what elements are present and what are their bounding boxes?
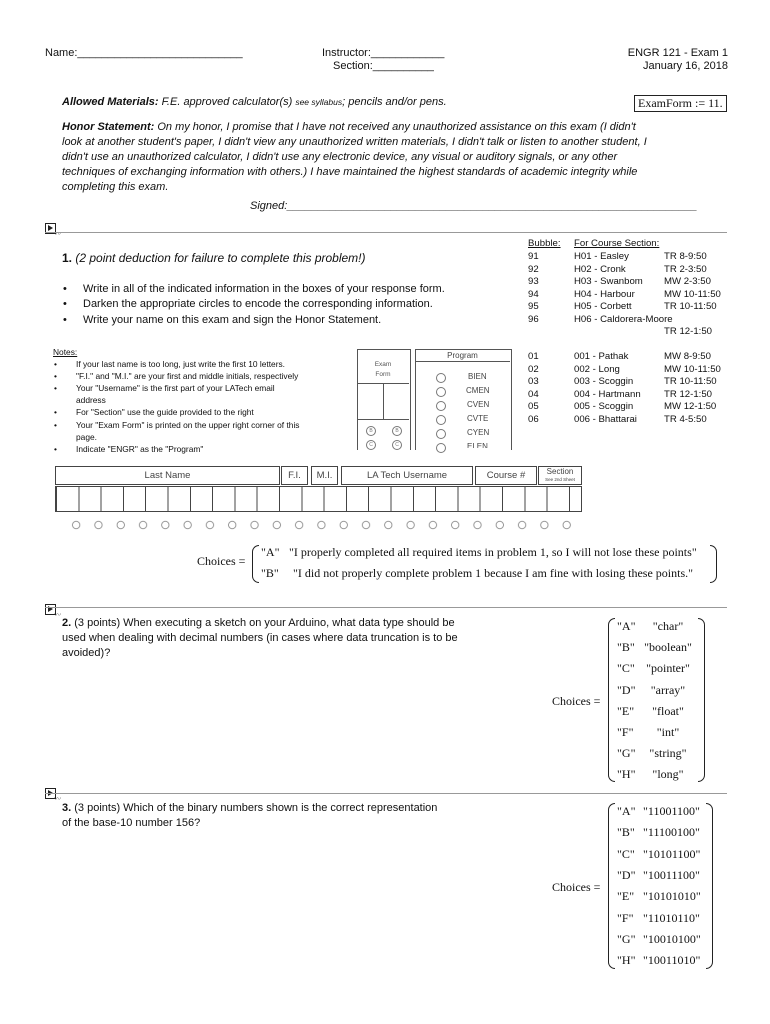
- q3-choice-key: "D": [617, 867, 636, 882]
- section-time: TR 8-9:50: [664, 251, 707, 262]
- q1-paren-right: [710, 545, 717, 583]
- q1-choice-text: "I did not properly complete problem 1 because I am fine with losing these points.": [293, 566, 694, 580]
- q3-prompt: [62, 801, 437, 831]
- q3-choice-key: "G": [617, 931, 636, 946]
- section-name: 003 - Scoggin: [574, 376, 634, 388]
- q3-choice-key: "C": [617, 846, 635, 861]
- name-field: Name:___________________________: [45, 47, 243, 59]
- section-bubble-number: 02: [528, 363, 539, 375]
- section-bubble-number: 03: [528, 376, 539, 388]
- note-item: • If your last name is too long, just write the first 10 letters.: [76, 359, 285, 369]
- section-bubble-number: 91: [528, 251, 539, 262]
- program-bubble[interactable]: [436, 443, 446, 453]
- q3-choice-key: "B": [617, 825, 635, 840]
- q2-choice-value: "char": [652, 619, 684, 633]
- exam-form-label: [357, 360, 409, 380]
- program-option: CYEN: [467, 428, 490, 437]
- exam-form-box: ExamForm := 11.: [634, 95, 727, 112]
- section-time: MW 12-1:50: [664, 401, 717, 413]
- exam-form-label-2: Form: [375, 371, 391, 378]
- q2-choice-value: "boolean": [644, 640, 692, 655]
- program-option: CVEN: [467, 400, 490, 409]
- q1-number: 1.: [62, 251, 73, 265]
- q2-number: 2.: [62, 617, 72, 629]
- allowed-label: Allowed Materials:: [62, 96, 159, 108]
- bubble-row-a: [65, 520, 580, 530]
- section-time: TR 4-5:50: [664, 414, 707, 425]
- q2-line-1: [62, 616, 458, 631]
- section-bubble-number: 04: [528, 388, 539, 400]
- section-name: H03 - Swanbom: [574, 276, 643, 288]
- section-header: [538, 466, 582, 485]
- q3-paren-left: [608, 803, 615, 969]
- exam-form-divider-v: [383, 383, 384, 419]
- note-item: • For "Section" use the guide provided to the right: [76, 407, 254, 417]
- q2-choice-key: "D": [617, 682, 636, 697]
- section-bubble-number: 06: [528, 414, 539, 425]
- section-time: MW 8-9:50: [664, 351, 711, 362]
- section-bubble-number: 96: [528, 314, 539, 325]
- program-bubble[interactable]: [436, 387, 446, 397]
- q3-paren-right: [706, 803, 713, 969]
- q1-paren-left: [252, 545, 259, 583]
- q2-paren-left: [608, 618, 615, 782]
- entry-boxes[interactable]: [55, 486, 582, 512]
- q3-line-1-text: (3 points) Which of the binary numbers shown is the correct representation: [74, 802, 438, 814]
- q3-line-2: of the base-10 number 156?: [62, 817, 201, 829]
- q3-choice-value: "10101010": [643, 889, 701, 904]
- section-bubble-number: 93: [528, 276, 539, 288]
- section-time: MW 10-11:50: [664, 288, 721, 300]
- q3-choice-value: "11010110": [643, 910, 700, 925]
- q2-choice-key: "E": [617, 703, 635, 718]
- program-bubble[interactable]: [436, 415, 446, 425]
- bubble-circle[interactable]: C: [392, 440, 402, 450]
- q3-choice-value: "10010100": [643, 931, 701, 946]
- program-bubble[interactable]: [436, 373, 446, 383]
- q2-prompt: [62, 616, 458, 661]
- section-name: 002 - Long: [574, 363, 620, 375]
- allowed-materials: [62, 96, 447, 108]
- q3-choice-value: "11001100": [643, 804, 700, 818]
- q2-choice-value: "array": [650, 682, 686, 697]
- q2-choice-key: "A": [617, 619, 636, 633]
- q2-choice-value: "pointer": [646, 661, 690, 676]
- q1-choice-key: "B": [261, 566, 279, 580]
- q3-choice-value: "10011100": [643, 867, 700, 882]
- response-form-strip: [55, 466, 583, 530]
- last-name-header: Last Name: [55, 466, 280, 485]
- section-time: MW 2-3:50: [664, 276, 711, 288]
- q2-choice-value: "int": [656, 725, 680, 739]
- honor-statement: [62, 120, 742, 195]
- q3-choice-value: "10101100": [643, 846, 701, 861]
- section-bubble-number: 94: [528, 288, 539, 300]
- q1-bullet-2: • Darken the appropriate circles to encode the corresponding information.: [83, 298, 433, 310]
- divider-q2: [45, 607, 727, 608]
- section-bubble-number: 05: [528, 401, 539, 413]
- q2-line-3: avoided)?: [62, 647, 111, 659]
- q1-choice-key: "A": [261, 545, 280, 559]
- program-bubble[interactable]: [436, 429, 446, 439]
- q1-choice-text: "I properly completed all required items in problem 1, so I will not lose these points": [289, 545, 697, 559]
- honor-line-5: completing this exam.: [62, 181, 169, 193]
- program-option: BIEN: [468, 372, 487, 381]
- q1-prompt: [62, 251, 366, 265]
- allowed-small: see syllabus: [295, 97, 343, 107]
- q3-choice-key: "F": [617, 910, 634, 925]
- bubble-circle[interactable]: C: [366, 440, 376, 450]
- q3-choice-value: "10011010": [643, 953, 701, 968]
- section-bubble-number: 95: [528, 301, 539, 313]
- program-label: Program: [415, 351, 510, 362]
- section-time: TR 10-11:50: [664, 376, 717, 388]
- honor-label: Honor Statement:: [62, 121, 155, 133]
- course-header: Course #: [475, 466, 537, 485]
- exam-form-divider-2: [357, 419, 409, 420]
- program-option: CVTE: [467, 414, 489, 423]
- section-name: H04 - Harbour: [574, 288, 635, 300]
- section-header-label: Section: [546, 467, 574, 476]
- section-name: H05 - Corbett: [574, 301, 632, 313]
- q2-choice-key: "F": [617, 725, 634, 739]
- section-time: MW 10-11:50: [664, 363, 721, 375]
- program-option: ELEN: [467, 442, 488, 448]
- q3-number: 3.: [62, 802, 72, 814]
- note-item: • Your "Exam Form" is printed on the upper right corner of this: [76, 420, 300, 430]
- section-time: TR 10-11:50: [664, 301, 717, 313]
- q1-choices-label: Choices =: [197, 554, 246, 568]
- instructor-field: Instructor:____________: [322, 47, 445, 59]
- q2-choice-key: "G": [617, 746, 636, 761]
- q2-choice-key: "H": [617, 767, 636, 782]
- section-name: H06 - Caldorera-Moore: [574, 314, 673, 325]
- section-name: H01 - Easley: [574, 251, 629, 262]
- q2-line-1-text: (3 points) When executing a sketch on your Arduino, what data type should be: [74, 617, 455, 629]
- honor-line-1: [62, 120, 742, 135]
- allowed-text-2: ; pencils and/or pens.: [342, 96, 447, 108]
- honor-line-3: didn't use an unauthorized calculator, I didn't use any electronic device, any visual or auditory signals, or any other: [62, 151, 618, 163]
- note-item: • Indicate "ENGR" as the "Program": [76, 444, 203, 454]
- q2-choice-key: "B": [617, 640, 635, 655]
- honor-text-1: On my honor, I promise that I have not received any unauthorized assistance on this exam (I didn't: [157, 121, 636, 133]
- section-name: 006 - Bhattarai: [574, 414, 637, 425]
- username-header: LA Tech Username: [341, 466, 473, 485]
- squiggle-icon: 〰: [54, 612, 61, 619]
- divider-q1: [45, 232, 727, 233]
- section-name: 004 - Hartmann: [574, 388, 641, 400]
- q1-bullet-3: • Write your name on this exam and sign the Honor Statement.: [83, 314, 381, 326]
- q3-choice-value: "11100100": [643, 825, 700, 840]
- section-name: 001 - Pathak: [574, 351, 629, 362]
- section-time: TR 2-3:50: [664, 263, 707, 275]
- divider-q3: [45, 793, 727, 794]
- honor-line-4: techniques of exchanging information with others.) I have maintained the highest standards of academic integrity while: [62, 166, 638, 178]
- q1-bullet-1: • Write in all of the indicated information in the boxes of your response form.: [83, 283, 445, 295]
- bubble-header: Bubble:: [528, 238, 561, 249]
- honor-line-2: look at another student's paper, I didn't view any unauthorized written materials, I didn't talk or listen to another student, I: [62, 136, 647, 148]
- section-field: Section:__________: [333, 60, 434, 72]
- program-box: [415, 349, 512, 450]
- section-header-small: See 2nd Sheet: [545, 477, 575, 482]
- q1-prompt-text: (2 point deduction for failure to complete this problem!): [75, 251, 366, 265]
- q2-line-2: used when dealing with decimal numbers (in cases where data truncation is to be: [62, 632, 458, 644]
- q3-choices-label: Choices =: [552, 880, 601, 894]
- fi-header: F.I.: [281, 466, 308, 485]
- q2-choice-value: "string": [649, 746, 687, 761]
- q2-choice-value: "float": [652, 703, 684, 718]
- q3-choice-key: "H": [617, 953, 636, 968]
- q2-paren-right: [698, 618, 705, 782]
- program-bubble[interactable]: [436, 401, 446, 411]
- signature-line: Signed:___________________________________________________________________: [250, 200, 698, 212]
- mi-header: M.I.: [311, 466, 338, 485]
- note-item-cont: address: [76, 395, 106, 405]
- course-section-header: For Course Section:: [574, 238, 660, 249]
- note-item: • "F.I." and "M.I." are your first and middle initials, respectively: [76, 371, 298, 381]
- program-option: CMEN: [466, 386, 490, 395]
- q3-line-1: [62, 801, 437, 816]
- section-time: TR 12-1:50: [664, 388, 712, 400]
- bubble-circle[interactable]: B: [366, 426, 376, 436]
- bubble-circle[interactable]: B: [392, 426, 402, 436]
- section-bubble-number: 92: [528, 263, 539, 275]
- squiggle-icon: 〰: [54, 796, 61, 803]
- exam-form-label-1: Exam: [374, 361, 392, 368]
- q2-choices-label: Choices =: [552, 694, 601, 708]
- section-bubble-number: 01: [528, 351, 539, 362]
- note-item-cont: page.: [76, 432, 97, 442]
- q2-choice-value: "long": [652, 767, 684, 782]
- note-item: • Your "Username" is the first part of your LATech email: [76, 383, 275, 393]
- q3-choice-key: "E": [617, 889, 635, 904]
- section-name: H02 - Cronk: [574, 263, 626, 275]
- section-name: 005 - Scoggin: [574, 401, 634, 413]
- course-title: ENGR 121 - Exam 1: [627, 47, 728, 59]
- q2-choice-key: "C": [617, 661, 635, 676]
- squiggle-icon: 〰: [54, 231, 61, 238]
- notes-label: Notes:: [53, 347, 78, 357]
- section-extra-time: TR 12-1:50: [664, 326, 712, 337]
- allowed-text: F.E. approved calculator(s): [158, 96, 296, 108]
- exam-date: January 16, 2018: [642, 60, 728, 72]
- q3-choice-key: "A": [617, 804, 636, 818]
